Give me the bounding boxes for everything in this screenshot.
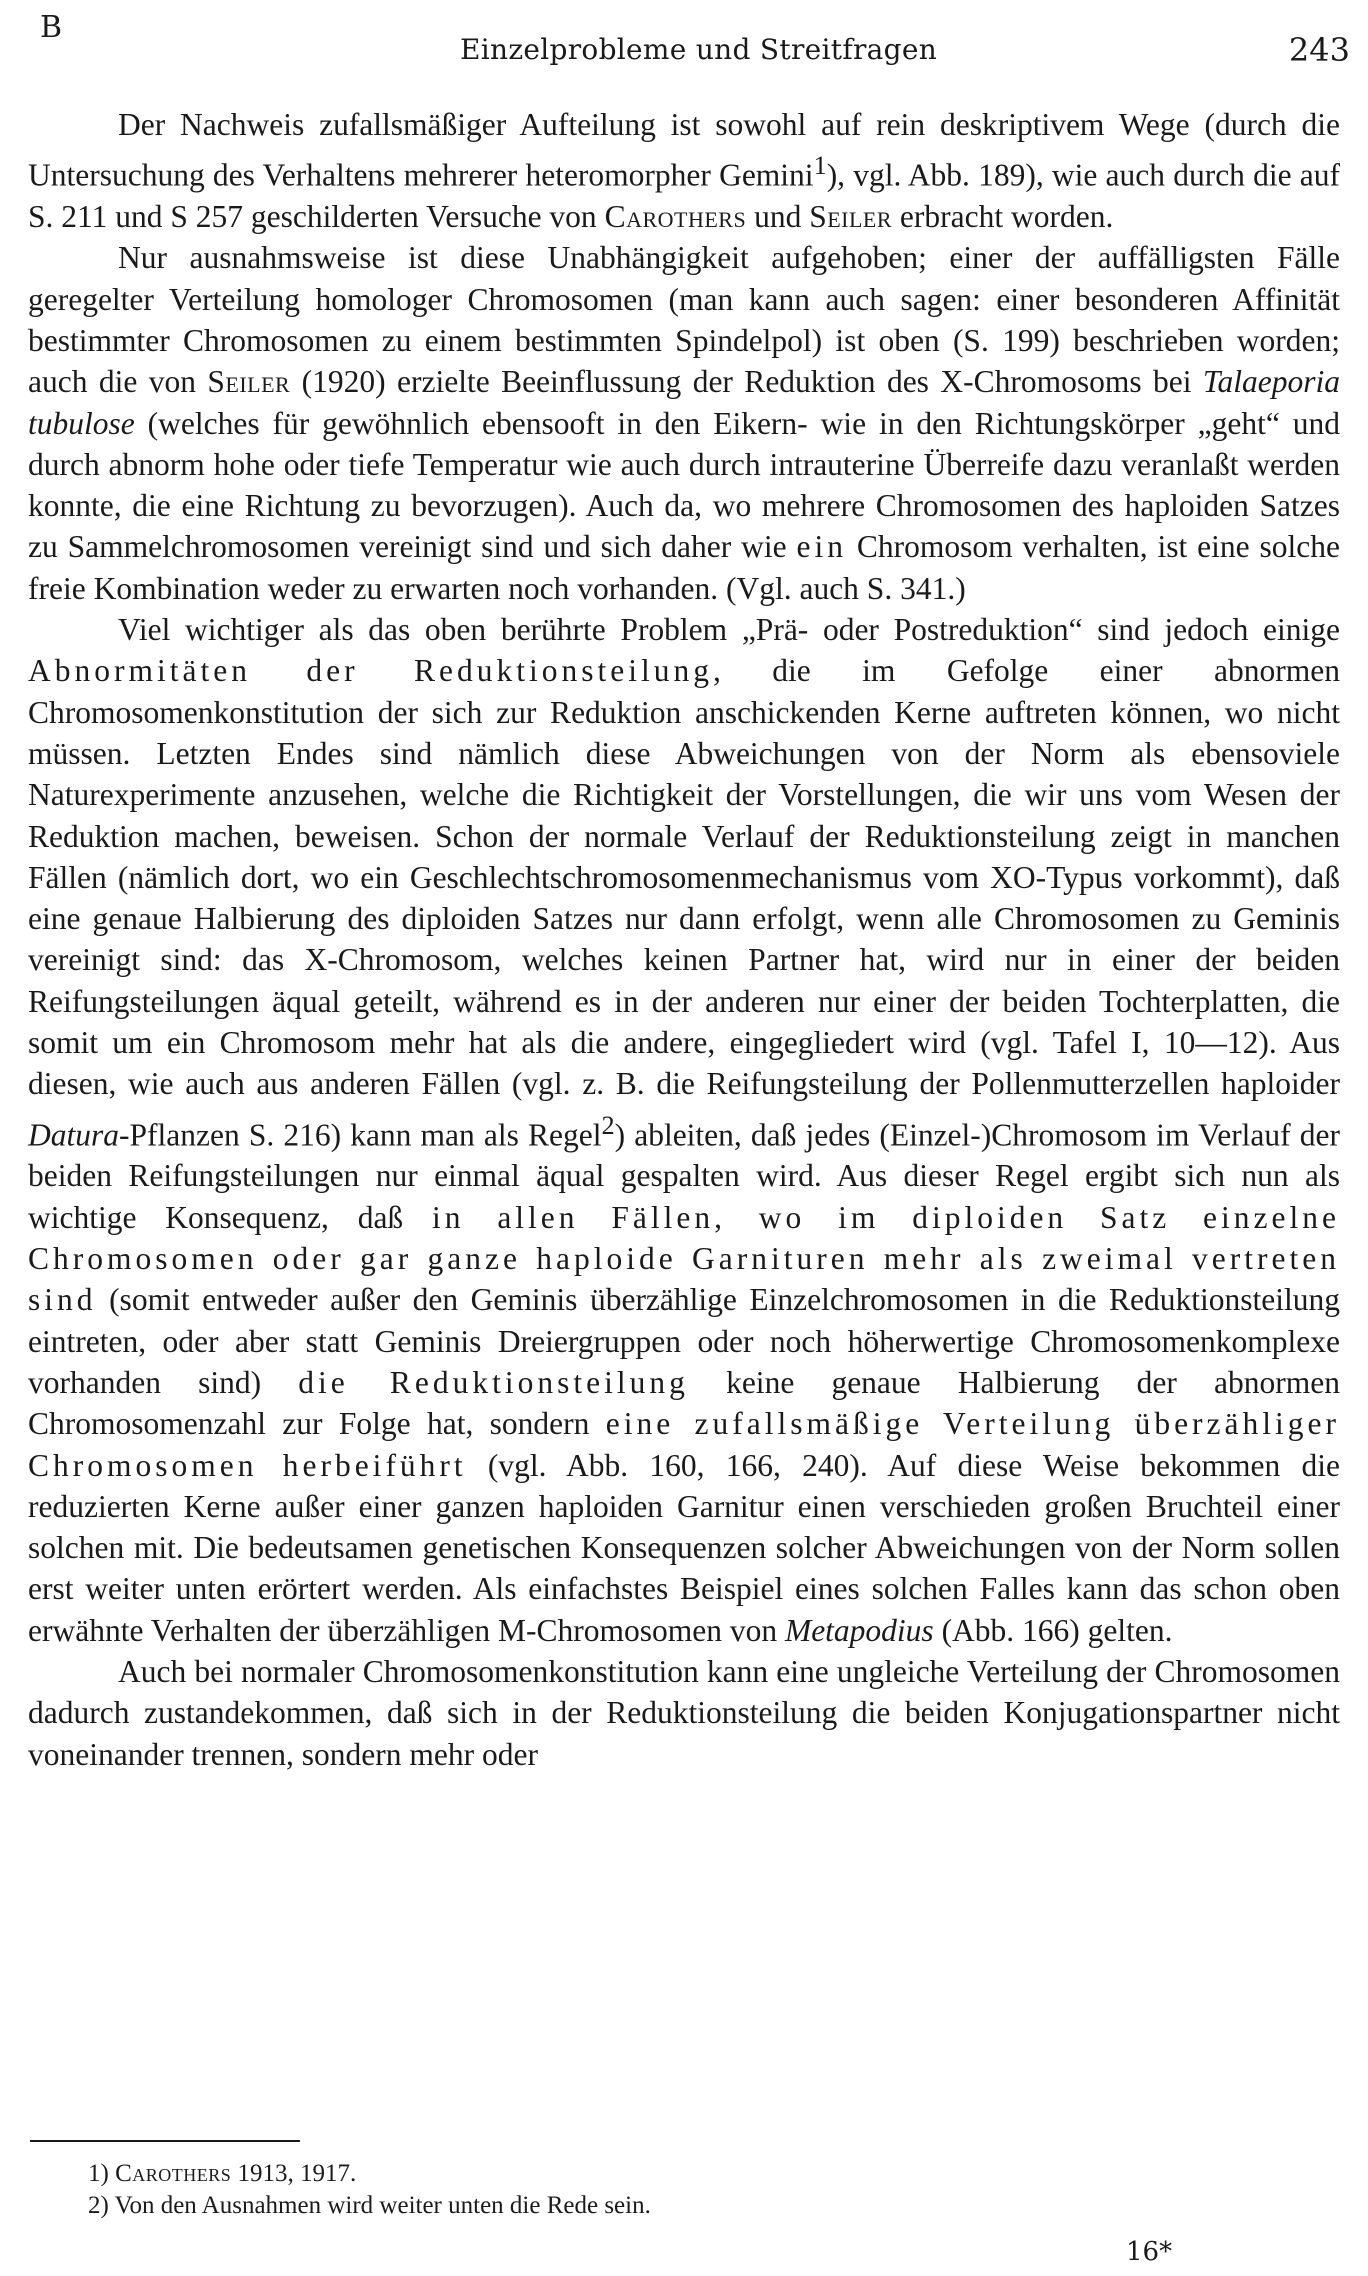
- italic-text: Metapodius: [784, 1612, 934, 1648]
- text-run: und: [746, 199, 810, 235]
- emphasis-spaced: ein: [796, 529, 847, 565]
- text-run: ) ableiten, daß jedes (Einzel-)Chromosom im Verlauf der beiden Reifungsteilungen nur einmal äqual gespalten wird. Aus dieser Regel ergibt sich nun als wichtige Konsequenz, daß: [28, 1117, 1340, 1235]
- text-run: Chromosom verhalten, ist eine solche freie Kombination weder zu erwarten noch vorhanden. (Vgl. auch S. 341.): [28, 529, 1340, 606]
- page-number: 243: [1288, 31, 1350, 69]
- body-text: [28, 104, 1340, 1775]
- text-run: 2) Von den Ausnahmen wird weiter unten die Rede sein.: [88, 2192, 651, 2219]
- text-run: (vgl. Abb. 160, 166, 240). Auf diese Weise bekommen die reduzierten Kerne außer einer ganzen haploiden Garnitur einen verschieden großen Bruchteil einer solchen mit. Die bedeutsamen genetischen Konsequenzen solcher Abweichungen von der Norm sollen erst weiter unten erörtert werden. Als einfachstes Beispiel eines solchen Falles kann das schon oben erwähnte Verhalten der überzähligen M-Chromosomen von: [28, 1447, 1340, 1648]
- italic-text: Datura: [28, 1117, 120, 1153]
- emphasis-spaced: die Reduktionsteilung: [298, 1364, 689, 1400]
- signature-mark: 16*: [1126, 2237, 1173, 2267]
- text-run: (Abb. 166) gelten.: [933, 1612, 1173, 1648]
- footnote: [88, 2158, 1188, 2190]
- footnote-ref: 2: [601, 1110, 615, 1140]
- text-run: 1): [88, 2160, 116, 2187]
- text-run: ), vgl. Abb. 189), wie auch durch die auf S. 211 und S 257 geschilderten Versuche von: [28, 157, 1340, 235]
- running-head: Einzelprobleme und Streitfragen: [460, 33, 938, 66]
- paragraph: [28, 609, 1340, 1651]
- author-name: Carothers: [604, 199, 747, 235]
- emphasis-spaced: eine zufallsmäßige Verteilung überzähliger Chromosomen herbeiführt: [28, 1406, 1340, 1483]
- text-run: Nur ausnahmsweise ist diese Unabhängigkeit aufgehoben; einer der auffälligsten Fälle geregelter Verteilung homologer Chromosomen (man kann auch sagen: einer besonderen Affinität bestimmter Chromosomen zu einem bestimmten Spindelpol) ist oben (S. 199) beschrieben worden; auch die von: [28, 240, 1340, 400]
- sheet-signature: B: [40, 10, 63, 45]
- text-run: keine genaue Halbierung der abnormen Chromosomenzahl zur Folge hat, sondern: [28, 1364, 1340, 1442]
- author-name: Carothers: [115, 2160, 232, 2187]
- paragraph: [28, 1651, 1340, 1775]
- text-run: 1913, 1917.: [231, 2160, 357, 2187]
- author-name: Seiler: [809, 199, 893, 235]
- text-run: (1920) erzielte Beeinflussung der Reduktion des X-Chromosoms bei: [290, 364, 1203, 400]
- text-run: Der Nachweis zufallsmäßiger Aufteilung ist sowohl auf rein deskriptivem Wege (durch die Untersuchung des Verhaltens mehrerer heteromorpher Gemini: [28, 107, 1340, 193]
- author-name: Seiler: [207, 364, 291, 400]
- emphasis-spaced: Abnormitäten der Reduktionsteilung: [28, 653, 713, 689]
- text-run: , die im Gefolge einer abnormen Chromosomenkonstitution der sich zur Reduktion anschickenden Kerne auftreten können, wo nicht müssen. Letzten Endes sind nämlich diese Abweichungen von der Norm als ebensoviele Naturexperimente anzusehen, welche die Richtigkeit der Vorstellungen, die wir uns vom Wesen der Reduktion machen, beweisen. Schon der normale Verlauf der Reduktionsteilung zeigt in manchen Fällen (nämlich dort, wo ein Geschlechtschromosomenmechanismus vom XO-Typus vorkommt), daß eine genaue Halbierung des diploiden Satzes nur dann erfolgt, wenn alle Chromosomen zu Geminis vereinigt sind: das X-Chromosom, welches keinen Partner hat, wird nur in einer der beiden Reifungsteilungen äqual geteilt, während es in der anderen nur einer der beiden Tochterplatten, die somit um ein Chromosom mehr hat als die andere, eingegliedert wird (vgl. Tafel I, 10—12). Aus diesen, wie auch aus anderen Fällen (vgl. z. B. die Reifungsteilung der Pollenmutterzellen haploider: [28, 653, 1340, 1102]
- text-run: -Pflanzen S. 216) kann man als Regel: [119, 1117, 602, 1153]
- text-run: erbracht worden.: [892, 199, 1114, 235]
- paragraph: [28, 237, 1340, 609]
- text-run: (welches für gewöhnlich ebensooft in den Eikern- wie in den Richtungskörper „geht“ und durch abnorm hohe oder tiefe Temperatur wie auch durch intrauterine Überreife dazu veranlaßt werden konnte, die eine Richtung zu bevorzugen). Auch da, wo mehrere Chromosomen des haploiden Satzes zu Sammelchromosomen vereinigt sind und sich daher wie: [28, 405, 1340, 565]
- text-run: Viel wichtiger als das oben berührte Problem „Prä- oder Postreduktion“ sind jedoch einige: [118, 612, 1340, 648]
- footnotes: [88, 2158, 1188, 2222]
- footnote-ref: 1: [813, 151, 827, 181]
- paragraph: [28, 104, 1340, 237]
- footnote-divider: [30, 2140, 300, 2142]
- italic-text: Talaeporia tubulose: [28, 364, 1340, 441]
- text-run: Auch bei normaler Chromosomenkonstitution kann eine ungleiche Verteilung der Chromosomen dadurch zustandekommen, daß sich in der Reduktionsteilung die beiden Konjugationspartner nicht voneinander trennen, sondern mehr oder: [28, 1653, 1340, 1772]
- footnote: [88, 2190, 1188, 2222]
- emphasis-spaced: in allen Fällen, wo im diploiden Satz einzelne Chromosomen oder gar ganze haploide Garnituren mehr als zweimal vertreten sind: [28, 1199, 1340, 1318]
- text-run: (somit entweder außer den Geminis überzählige Einzelchromosomen in die Reduktionsteilung eintreten, oder aber statt Geminis Dreiergruppen oder noch höherwertige Chromosomenkomplexe vorhanden sind): [28, 1282, 1340, 1400]
